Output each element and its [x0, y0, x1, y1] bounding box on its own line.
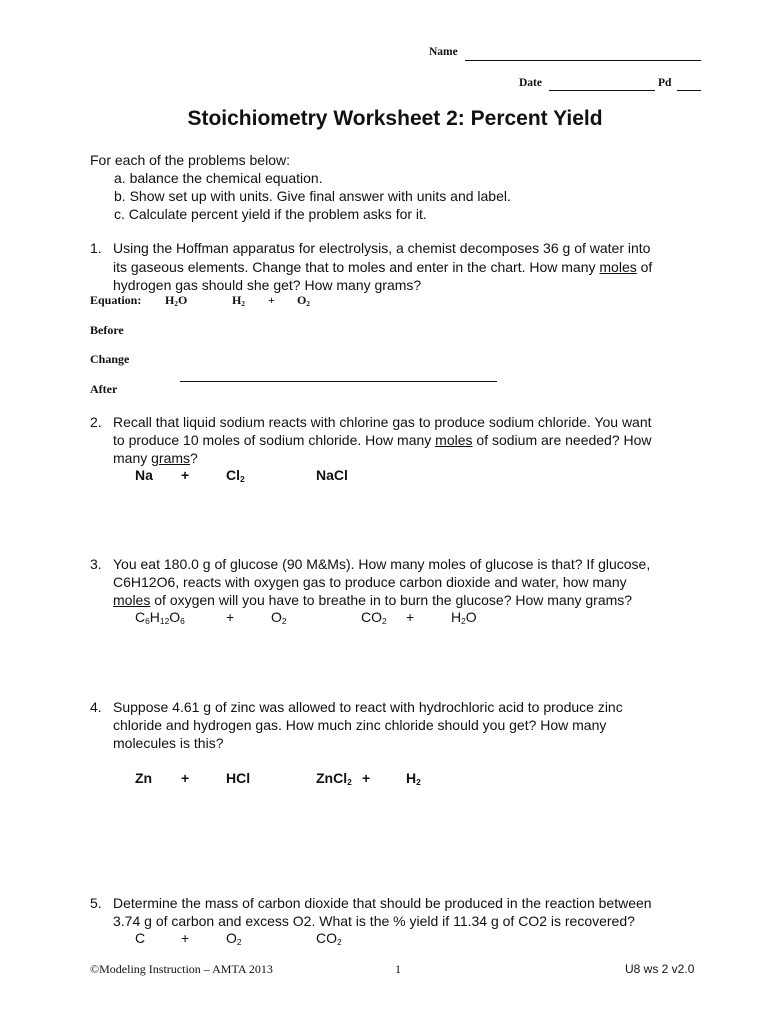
q3-eq-carbon-dioxide: $CO_2$	[361, 609, 387, 627]
q5-line-1: Determine the mass of carbon dioxide that should be produced in the reaction between	[113, 895, 652, 911]
name-field-line[interactable]	[465, 60, 701, 61]
q4-eq-plus-1: +	[181, 770, 190, 786]
q1-eq-water: $H_2O$	[165, 293, 188, 308]
q4-number: 4.	[90, 699, 102, 715]
period-field-line[interactable]	[677, 90, 701, 91]
q5-line-2: 3.74 g of carbon and excess O2. What is the % yield if 11.34 g of CO2 is recovered?	[113, 913, 635, 929]
q3-number: 3.	[90, 556, 102, 572]
q2-line-1: Recall that liquid sodium reacts with chlorine gas to produce sodium chloride. You want	[113, 414, 652, 430]
q2-eq-sodium: Na	[135, 467, 153, 483]
intro-lead: For each of the problems below:	[90, 152, 290, 168]
q4-line-1: Suppose 4.61 g of zinc was allowed to react with hydrochloric acid to produce zinc	[113, 699, 623, 715]
q4-eq-hydrochloric-acid: HCl	[226, 770, 251, 786]
q3-eq-oxygen: $O_2$	[271, 609, 287, 627]
q3-eq-plus-1: +	[226, 609, 235, 625]
intro-item-b: b. Show set up with units. Give final answer with units and label.	[114, 188, 511, 204]
q1-row-change: Change	[90, 352, 130, 366]
q5-number: 5.	[90, 895, 102, 911]
q2-eq-plus: +	[181, 467, 190, 483]
q4-eq-hydrogen: $H_2$	[406, 770, 421, 788]
footer-page-number: 1	[395, 962, 401, 976]
q2-number: 2.	[90, 414, 102, 430]
q5-eq-carbon-dioxide: $CO_2$	[316, 930, 342, 948]
q1-eq-plus: +	[268, 293, 275, 307]
q3-line-1: You eat 180.0 g of glucose (90 M&Ms). How many moles of glucose is that? If glucose,	[113, 556, 651, 572]
q1-line-3: hydrogen gas should she get? How many grams?	[113, 277, 422, 293]
q3-eq-water: $H_2O$	[451, 609, 477, 627]
footer-copyright: ©Modeling Instruction – AMTA 2013	[90, 962, 273, 976]
period-label: Pd	[658, 77, 672, 89]
q5-eq-oxygen: $O_2$	[226, 930, 242, 948]
q3-line-2: C6H12O6, reacts with oxygen gas to produce carbon dioxide and water, how many	[113, 574, 627, 590]
q4-eq-zinc-chloride: ZnCl$_2$	[316, 770, 352, 788]
q1-line-2: its gaseous elements. Change that to moles and enter in the chart. How many moles of	[113, 259, 653, 275]
q1-eq-oxygen: $O_2$	[297, 293, 310, 308]
q1-equation-label: Equation:	[90, 293, 142, 307]
page-title: Stoichiometry Worksheet 2: Percent Yield	[187, 107, 603, 130]
q4-eq-zinc: Zn	[135, 770, 153, 786]
q3-line-3: moles of oxygen will you have to breathe in to burn the glucose? How many grams?	[113, 592, 633, 608]
date-field-line[interactable]	[549, 90, 655, 91]
date-label: Date	[519, 77, 542, 89]
q2-eq-sodium-chloride: NaCl	[316, 467, 348, 483]
q1-line-1: Using the Hoffman apparatus for electrolysis, a chemist decomposes 36 g of water into	[113, 240, 651, 256]
q1-row-before: Before	[90, 323, 124, 337]
q2-line-2: to produce 10 moles of sodium chloride. How many moles of sodium are needed? How	[113, 432, 652, 448]
name-label: Name	[429, 46, 458, 58]
q1-number: 1.	[90, 240, 102, 256]
q2-line-3: many grams?	[113, 450, 198, 466]
q5-eq-plus: +	[181, 930, 190, 946]
q1-eq-hydrogen: $H_2$	[232, 293, 245, 308]
q1-row-after: After	[90, 382, 118, 396]
intro-item-c: c. Calculate percent yield if the problem asks for it.	[114, 206, 427, 222]
q4-line-3: molecules is this?	[113, 735, 224, 751]
q4-eq-plus-2: +	[362, 770, 371, 786]
q3-eq-plus-2: +	[406, 609, 415, 625]
q4-line-2: chloride and hydrogen gas. How much zinc chloride should you get? How many	[113, 717, 607, 733]
q3-eq-glucose: $C_6H_{12}O_6$	[135, 609, 185, 627]
q1-chart-divider	[180, 381, 497, 382]
footer-version: U8 ws 2 v2.0	[625, 962, 695, 976]
q5-eq-carbon: C	[135, 930, 146, 946]
q2-eq-chlorine: $Cl_2$	[226, 467, 245, 485]
intro-item-a: a. balance the chemical equation.	[114, 170, 323, 186]
